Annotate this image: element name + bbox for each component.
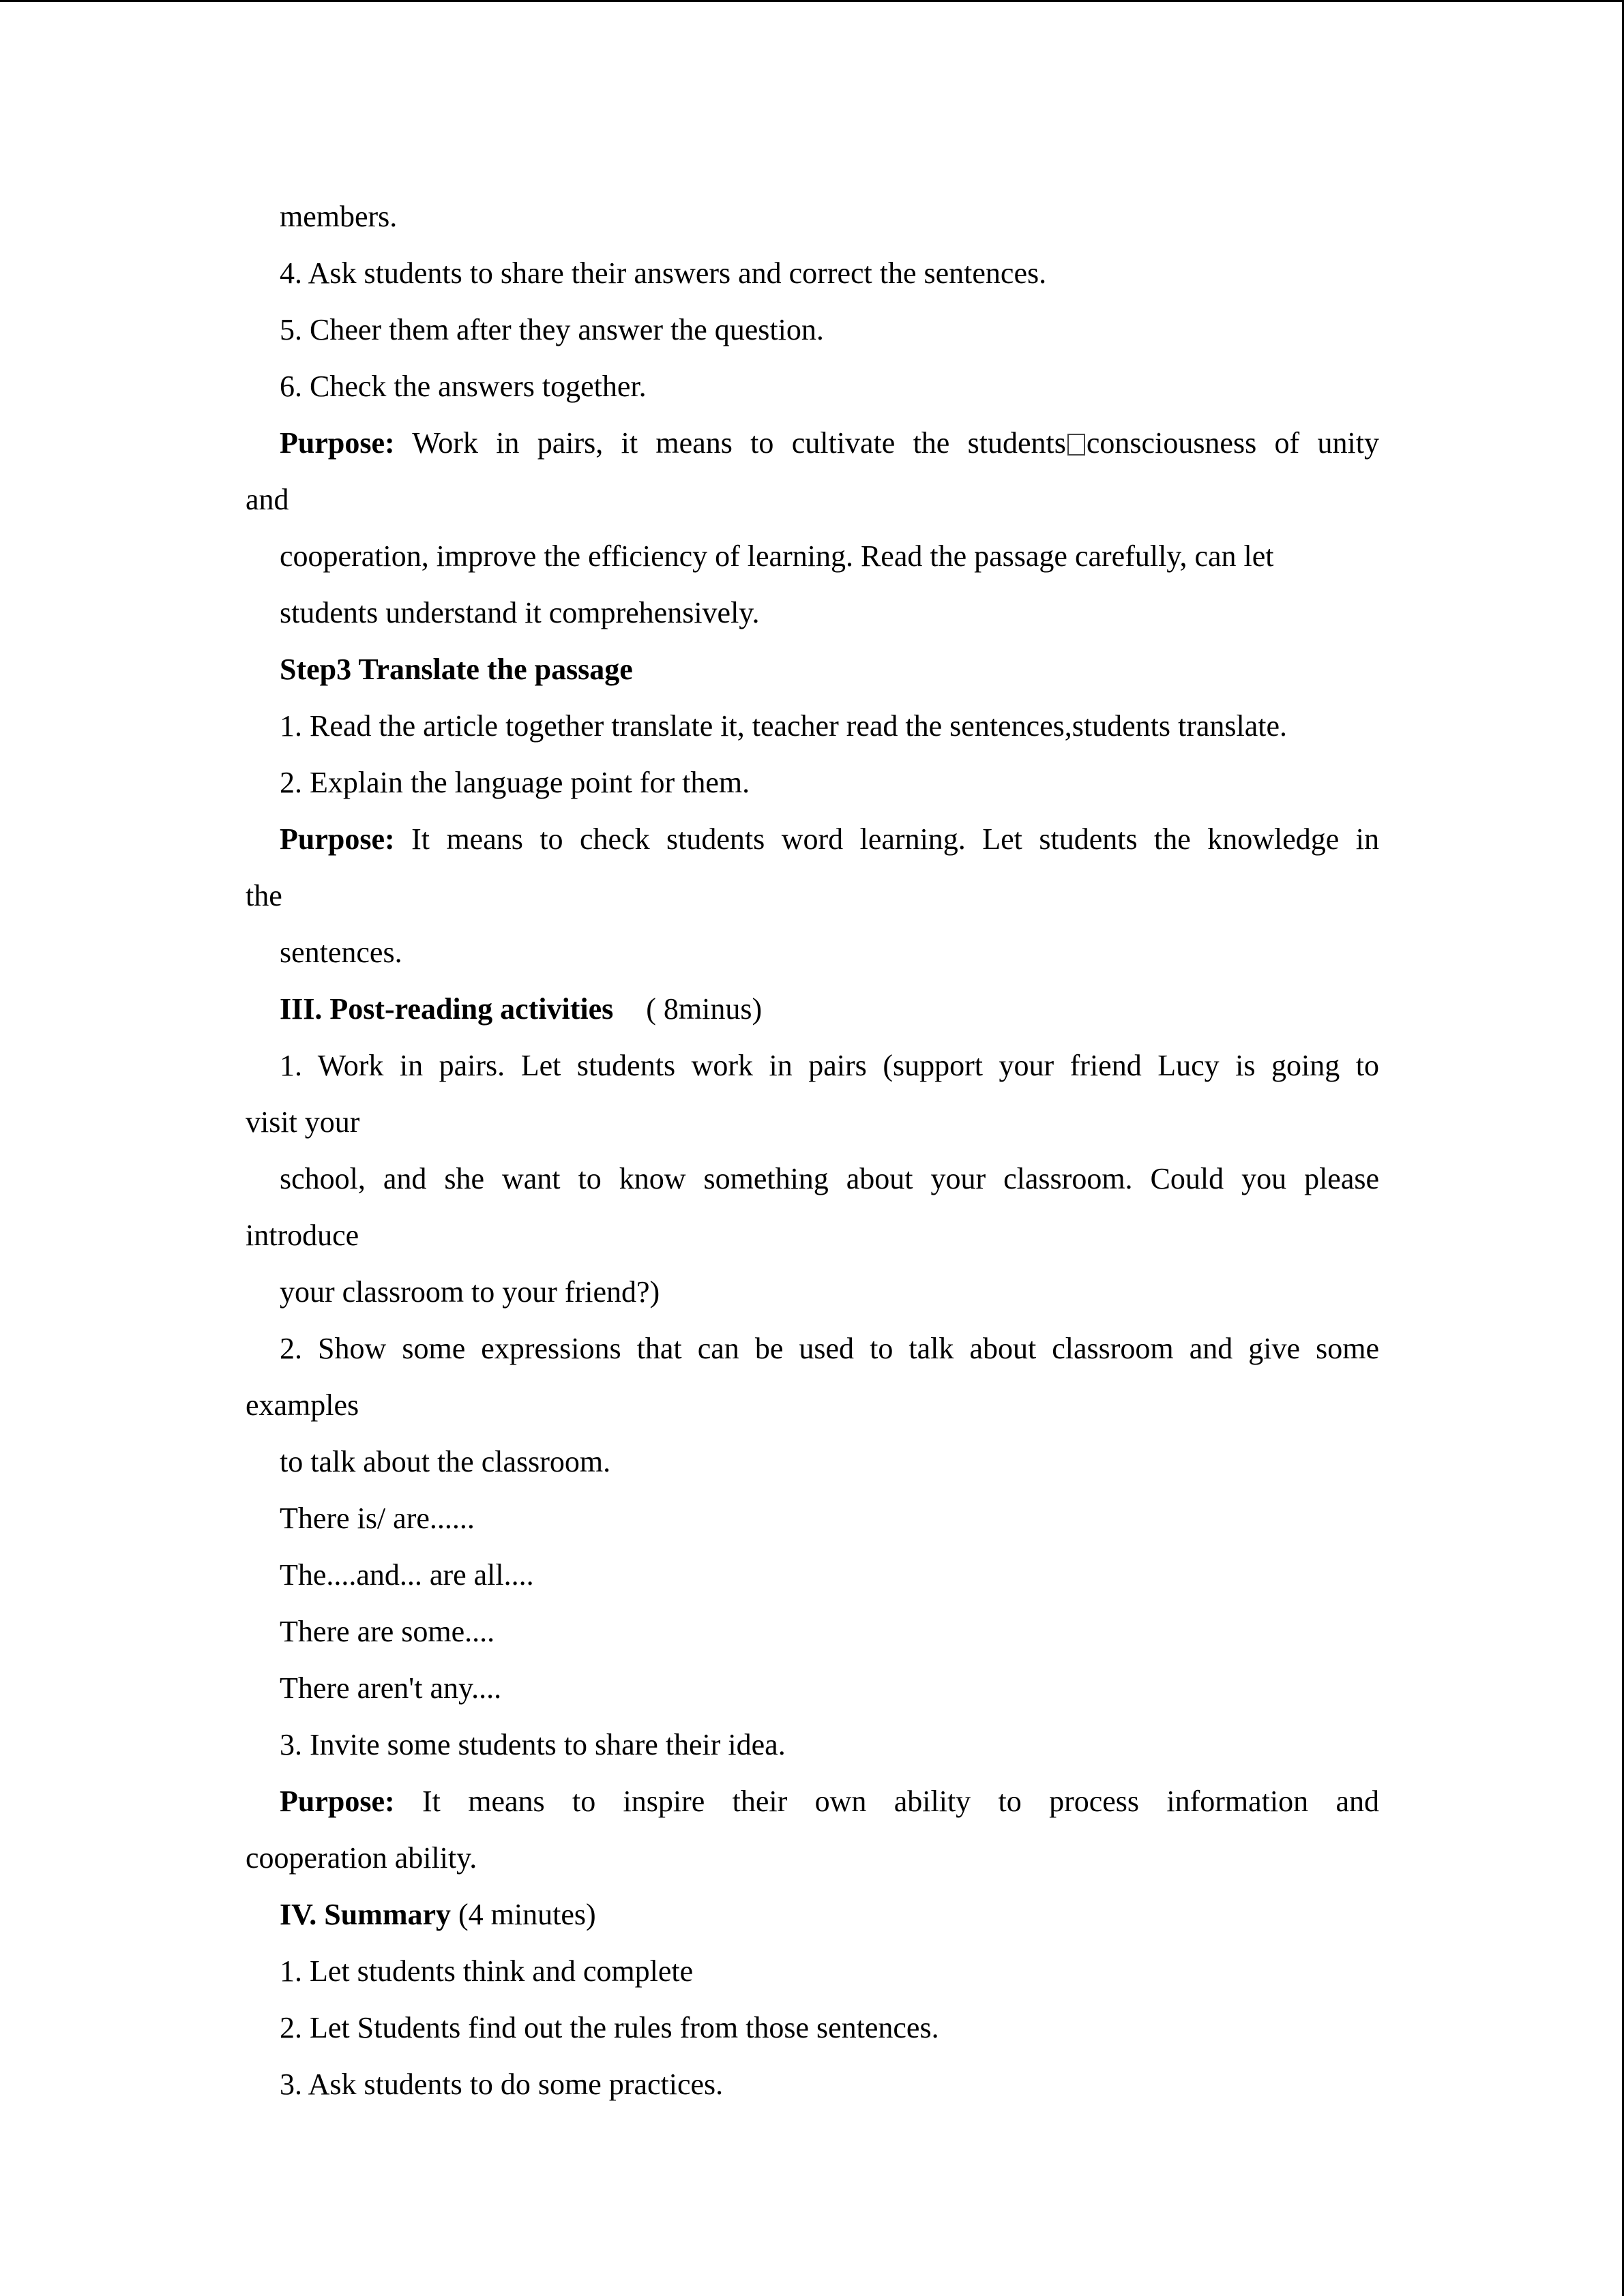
purpose-label: Purpose:	[280, 822, 395, 856]
expression-example: The....and... are all....	[280, 1558, 534, 1592]
purpose-text: It means to inspire their own ability to process information and	[394, 1785, 1379, 1818]
text-line: members.	[280, 200, 398, 233]
purpose-paragraph	[246, 1773, 1379, 1830]
text-line: to talk about the classroom.	[280, 1445, 611, 1478]
text-line: your classroom to your friend?)	[280, 1275, 660, 1309]
section-title: III. Post-reading activities	[280, 992, 614, 1026]
section-heading: Step3 Translate the passage	[280, 653, 633, 686]
text-line: and	[246, 483, 289, 516]
page-border-top	[0, 0, 1624, 2]
text-line: the	[246, 879, 282, 912]
text-line: cooperation, improve the efficiency of learning. Read the passage carefully, can let	[280, 539, 1274, 573]
list-item: 6. Check the answers together.	[280, 370, 647, 403]
purpose-paragraph	[246, 415, 1379, 471]
missing-glyph-box	[1067, 434, 1085, 456]
list-item: 2. Let Students find out the rules from those sentences.	[280, 2011, 939, 2044]
purpose-paragraph	[246, 811, 1379, 867]
section-title: IV. Summary	[280, 1898, 452, 1931]
list-item: 2. Explain the language point for them.	[280, 766, 750, 799]
purpose-text: It means to check students word learning. Let students the knowledge in	[394, 822, 1379, 856]
purpose-label: Purpose:	[280, 1785, 395, 1818]
text-line: cooperation ability.	[246, 1841, 477, 1875]
text-line: introduce	[246, 1219, 359, 1252]
section-duration: (4 minutes)	[451, 1898, 596, 1931]
purpose-text: Work in pairs, it means to cultivate the students	[394, 426, 1066, 460]
list-item: 1. Work in pairs. Let students work in pairs (support your friend Lucy is going to	[280, 1049, 1379, 1082]
expression-example: There are some....	[280, 1615, 495, 1648]
document-body	[246, 188, 1379, 2113]
purpose-label: Purpose:	[280, 426, 395, 460]
list-item: 3. Invite some students to share their idea.	[280, 1728, 786, 1761]
text-line: examples	[246, 1388, 359, 1422]
list-item: 3. Ask students to do some practices.	[280, 2068, 724, 2101]
text-line: visit your	[246, 1105, 360, 1139]
list-item: 4. Ask students to share their answers and correct the sentences.	[280, 256, 1047, 290]
section-heading	[246, 1886, 1379, 1943]
list-item: 1. Let students think and complete	[280, 1954, 694, 1988]
section-duration: ( 8minus)	[646, 992, 763, 1026]
expression-example: There aren't any....	[280, 1671, 502, 1705]
expression-example: There is/ are......	[280, 1502, 475, 1535]
purpose-text-continued: consciousness of unity	[1086, 426, 1379, 460]
text-line: students understand it comprehensively.	[280, 596, 760, 629]
text-line: school, and she want to know something about your classroom. Could you please	[280, 1162, 1379, 1195]
list-item: 2. Show some expressions that can be used to talk about classroom and give some	[280, 1332, 1379, 1365]
section-heading	[246, 981, 1379, 1037]
list-item: 5. Cheer them after they answer the question.	[280, 313, 824, 346]
list-item: 1. Read the article together translate it, teacher read the sentences,students translate.	[280, 709, 1288, 743]
text-line: sentences.	[280, 936, 402, 969]
